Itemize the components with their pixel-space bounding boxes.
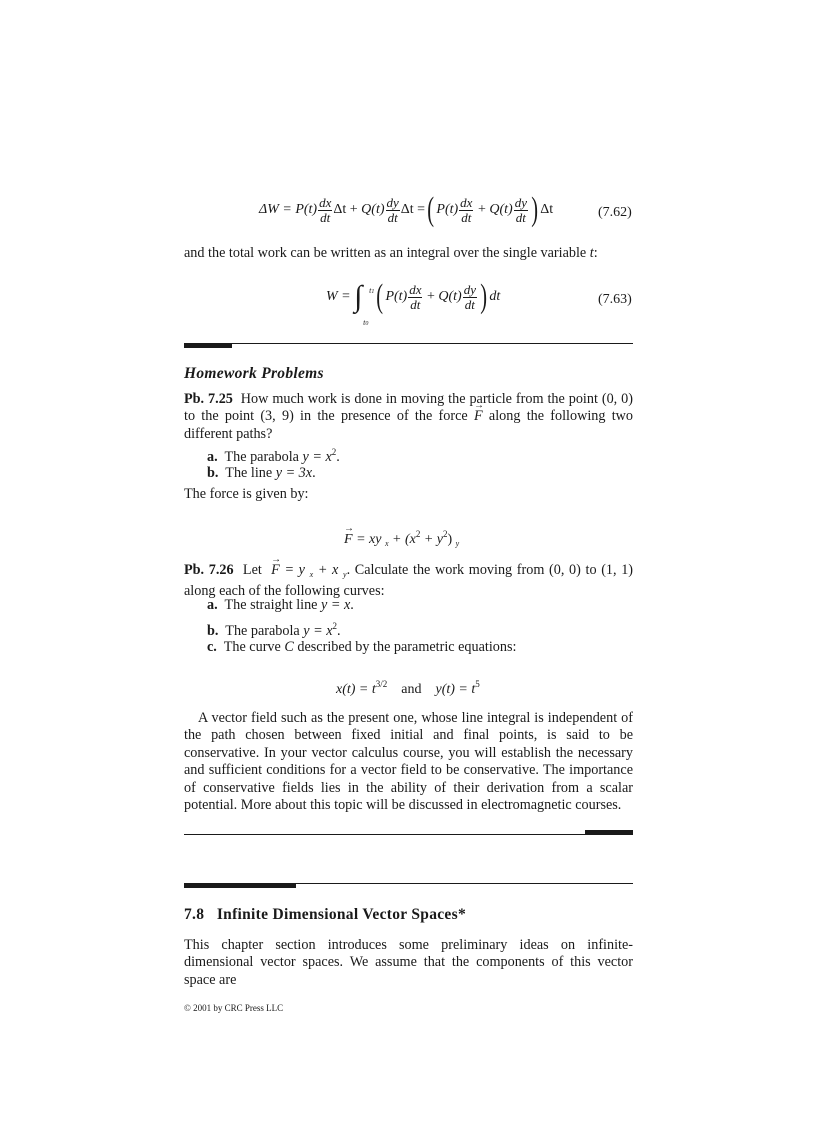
section-intro: This chapter section introduces some preliminary ideas on infinite-dimensional vector spaces. We assume that the components of this vector space are bbox=[184, 937, 633, 988]
equation-number-7-63: (7.63) bbox=[598, 292, 632, 307]
section-heading: 7.8 Infinite Dimensional Vector Spaces* bbox=[184, 906, 466, 923]
problem-7-25-item-b: b. The line y = 3x. bbox=[207, 465, 316, 481]
equation-7-62: ΔW = P(t) $\frac{dx}{dt}$ Δt + Q(t) $\frac{dy}{dt}$ Δt =( P(t) $\frac{dx}{dt}$ + Q(t) $\frac{dy}{dt}$ ) Δt bbox=[259, 191, 554, 228]
force-given-text: The force is given by: bbox=[184, 486, 309, 502]
homework-top-rule-tab bbox=[184, 343, 232, 348]
problem-7-25: Pb. 7.25 How much work is done in moving the particle from the point (0, 0) to the point (3, 9) in the presence of the force → F along the following two different paths? bbox=[184, 391, 633, 443]
homework-top-rule bbox=[184, 343, 633, 344]
homework-title: Homework Problems bbox=[184, 365, 324, 382]
problem-7-26: Pb. 7.26 Let → F = y $_x$ + x $_y$. Calculate the work moving from (0, 0) to (1, 1) along each of the following curves: bbox=[184, 562, 633, 601]
homework-bottom-rule bbox=[184, 834, 633, 835]
problem-7-26-item-c: c. The curve C described by the parametric equations: bbox=[207, 639, 517, 655]
equation-7-63: W = ∫ t1 t0 ( P(t) $\frac{dx}{dt}$ + Q(t) $\frac{dy}{dt}$ ) dt bbox=[326, 278, 501, 328]
paragraph-total-work: and the total work can be written as an integral over the single variable t: bbox=[184, 245, 598, 261]
problem-7-25-item-a: a. The parabola $y = x^2$. bbox=[207, 447, 340, 465]
problem-7-26-item-b: b. The parabola $y = x^2$. bbox=[207, 621, 341, 639]
homework-bottom-rule-tab bbox=[585, 830, 633, 835]
equation-number-7-62: (7.62) bbox=[598, 205, 632, 220]
problem-7-26-item-a: a. The straight line y = x. bbox=[207, 597, 354, 613]
conservative-paragraph: A vector field such as the present one, whose line integral is independent of the path chosen between fixed initial and final points, is said to be conservative. In your vector calculus course, you will establish the necessary and sufficient conditions for a vector field to be conservative. The importance of conservative fields lies in the ability of their derivation from a scalar potential. More about this topic will be discussed in electromagnetic courses. bbox=[184, 710, 633, 814]
parametric-equations: $x(t) = t^{3/2}$ and $y(t) = t^5$ bbox=[336, 679, 480, 697]
integral-sign: ∫ t1 t0 bbox=[354, 280, 375, 328]
copyright-footer: © 2001 by CRC Press LLC bbox=[184, 1003, 284, 1013]
section-top-rule-tab bbox=[184, 883, 296, 888]
force-equation: → F = xy $_x + (x^2 + y^2)$ $_y$ bbox=[344, 526, 459, 552]
